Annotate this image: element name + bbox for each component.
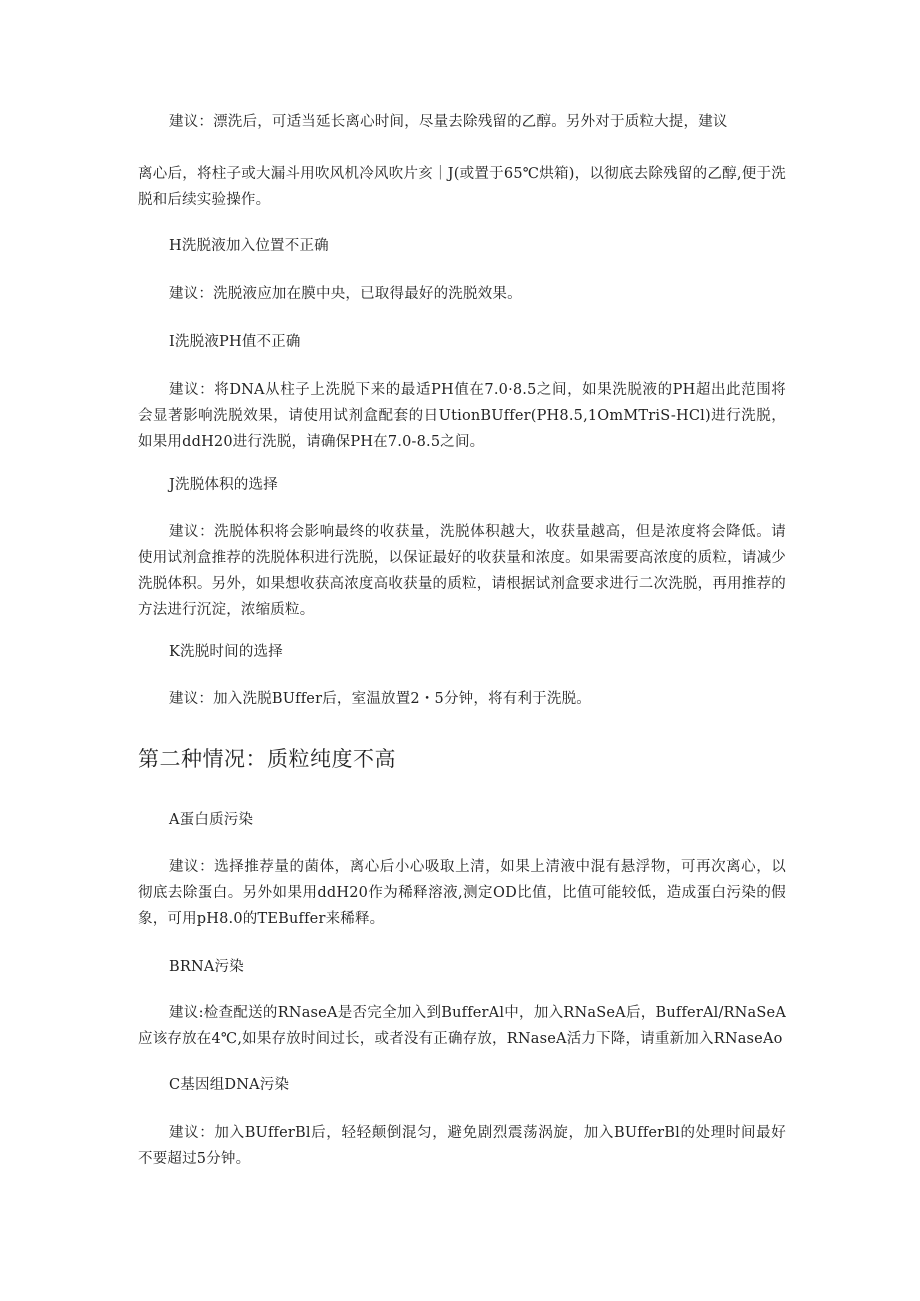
item-a-advice: 建议：选择推荐量的菌体，离心后小心吸取上清，如果上清液中混有悬浮物，可再次离心，以彻底去除蛋白。另外如果用ddH20作为稀释溶液,测定OD比值，比值可能较低，造成蛋白污染的假象，可用pH8.0的TEBuffer来稀释。: [138, 859, 786, 927]
item-i-title: I洗脱液PH值不正确: [169, 334, 301, 350]
section-heading-purity: 第二种情况：质粒纯度不高: [138, 747, 396, 771]
item-h-advice: 建议：洗脱液应加在膜中央，已取得最好的洗脱效果。: [169, 286, 522, 302]
item-c-title: C基因组DNA污染: [169, 1077, 290, 1093]
item-b-title: BRNA污染: [169, 959, 244, 975]
item-j-title: J洗脱体积的选择: [169, 477, 278, 493]
item-c-advice: 建议：加入BUfferBl后，轻轻颠倒混匀，避免剧烈震荡涡旋，加入BUfferBl的处理时间最好不要超过5分钟。: [138, 1125, 786, 1167]
item-k-advice: 建议：加入洗脱BUffer后，室温放置2・5分钟，将有利于洗脱。: [169, 691, 591, 707]
item-a-title: A蛋白质污染: [169, 812, 254, 828]
item-k-title: K洗脱时间的选择: [169, 644, 283, 660]
item-h-title: H洗脱液加入位置不正确: [169, 238, 329, 254]
item-j-advice: 建议：洗脱体积将会影响最终的收获量，洗脱体积越大，收获量越高，但是浓度将会降低。请使用试剂盒推荐的洗脱体积进行洗脱，以保证最好的收获量和浓度。如果需要高浓度的质粒，请减少洗脱体积。另外，如果想收获高浓度高收获量的质粒，请根据试剂盒要求进行二次洗脱，再用推荐的方法进行沉淀，浓缩质粒。: [138, 524, 786, 618]
paragraph-wash-advice: 建议：漂洗后，可适当延长离心时间，尽量去除残留的乙醇。另外对于质粒大提，建议: [169, 114, 728, 130]
paragraph-dry-column: 离心后，将柱子或大漏斗用吹风机冷风吹片亥｜J(或置于65℃烘箱)，以彻底去除残留的乙醇,便于洗脱和后续实验操作。: [138, 166, 786, 208]
item-i-advice: 建议：将DNA从柱子上洗脱下来的最适PH值在7.0·8.5之间，如果洗脱液的PH超出此范围将会显著影响洗脱效果，请使用试剂盒配套的日UtionBUffer(PH8.5,1OmMTriS-HCl)进行洗脱，如果用ddH20进行洗脱，请确保PH在7.0-8.5之间。: [138, 382, 786, 450]
item-b-advice: 建议:检查配送的RNaseA是否完全加入到BufferAl中，加入RNaSeA后，BufferAl/RNaSeA应该存放在4℃,如果存放时间过长，或者没有正确存放，RNaseA活力下降，请重新加入RNaseAo: [138, 1005, 786, 1047]
